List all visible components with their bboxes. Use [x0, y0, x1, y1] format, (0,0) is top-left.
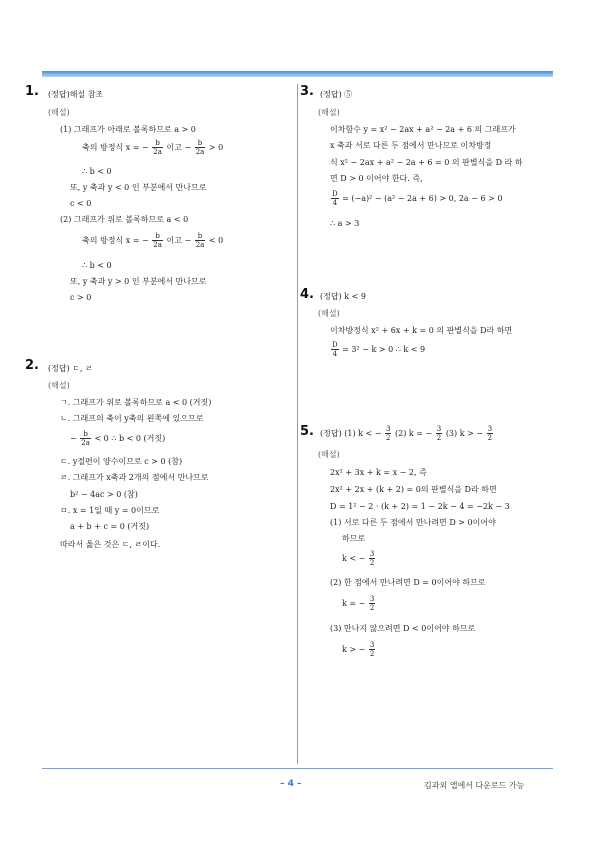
q5-solution-label: (해설) — [318, 450, 340, 459]
q5-line2: 2x² + 2x + (k + 2) = 0의 판별식을 D라 하면 — [330, 485, 497, 494]
q2-conclusion: 따라서 옳은 것은 ㄷ, ㄹ이다. — [60, 540, 161, 549]
q3-solution-label: (해설) — [318, 108, 340, 117]
footer-rule — [42, 768, 553, 769]
column-divider — [297, 84, 298, 764]
q2-item-c: ㄷ. y절편이 양수이므로 c > 0 (참) — [60, 457, 183, 466]
q3-line3: 식 x² − 2ax + a² − 2a + 6 = 0 의 판별식을 D 라 하 — [330, 158, 523, 167]
q1-solution-label: (해설) — [48, 108, 70, 117]
q1-case2-therefore: ∴ b < 0 — [82, 261, 112, 270]
page-number: – 4 – — [280, 779, 302, 789]
q4-answer: (정답) k < 9 — [320, 292, 366, 301]
q1-case1-therefore: ∴ b < 0 — [82, 167, 112, 176]
q2-item-b: ㄴ. 그래프의 축이 y축의 왼쪽에 있으므로 — [60, 414, 204, 423]
q3-answer: (정답) ⑤ — [320, 90, 353, 99]
q5-case3: (3) 만나지 않으려면 D < 0이어야 하므로 — [330, 624, 476, 633]
question-number-4: 4. — [300, 287, 314, 302]
q3-line2: x 축과 서로 다른 두 점에서 만나므로 이차방정 — [330, 141, 492, 150]
q1-case1-c: c < 0 — [70, 199, 92, 208]
question-number-5: 5. — [300, 424, 314, 439]
question-number-1: 1. — [25, 84, 39, 99]
question-number-3: 3. — [300, 84, 314, 99]
q3-line1: 이차함수 y = x² − 2ax + a² − 2a + 6 의 그래프가 — [330, 125, 516, 134]
q5-line1: 2x² + 3x + k = x − 2, 즉 — [330, 468, 427, 477]
q4-discriminant: $\frac{D}{4}$ = 3² − k > 0 ∴ k < 9 — [332, 341, 426, 358]
q2-item-e: ㅁ. x = 1일 때 y = 0이므로 — [60, 506, 160, 515]
q1-case1-yaxis: 또, y 축과 y < 0 인 부분에서 만나므로 — [70, 183, 207, 192]
q1-case2-c: c > 0 — [70, 293, 92, 302]
q2-item-a: ㄱ. 그래프가 위로 볼록하므로 a < 0 (거짓) — [60, 398, 212, 407]
footer-note: 김과외 앱에서 다운로드 가능 — [424, 781, 525, 790]
q5-case3-result: k > − $\frac{3}{2}$ — [342, 641, 375, 658]
q2-answer: (정답) ㄷ, ㄹ — [48, 364, 93, 373]
header-bar — [42, 71, 553, 77]
q2-item-e-math: a + b + c = 0 (거짓) — [70, 522, 150, 531]
q5-case2: (2) 한 점에서 만나려면 D = 0이어야 하므로 — [330, 578, 486, 587]
q2-item-d-math: b² − 4ac > 0 (참) — [70, 490, 138, 499]
q4-solution-label: (해설) — [318, 309, 340, 318]
q3-discriminant: $\frac{D}{4}$ = (−a)² − (a² − 2a + 6) > 0, 2a − 6 > 0 — [332, 190, 503, 207]
q4-line1: 이차방정식 x² + 6x + k = 0 의 판별식을 D라 하면 — [330, 326, 513, 335]
q3-line4: 면 D > 0 이어야 한다. 즉, — [330, 174, 423, 183]
q1-case2: (2) 그래프가 위로 볼록하므로 a < 0 — [60, 215, 189, 224]
q5-answer: (정답) (1) k < − $\frac{3}{2}$ (2) k = − $\frac{3}{2}$ (3) k > − $\frac{3}{2}$ — [320, 425, 493, 442]
q3-result: ∴ a > 3 — [330, 219, 360, 228]
q1-case1: (1) 그래프가 아래로 볼록하므로 a > 0 — [60, 125, 196, 134]
question-number-2: 2. — [25, 358, 39, 373]
q1-case2-axis: 축의 방정식 x = − $\frac{b}{2a}$ 이고 − $\frac{b}{2a}$ < 0 — [82, 232, 224, 249]
q2-solution-label: (해설) — [48, 381, 70, 390]
q1-case2-yaxis: 또, y 축과 y > 0 인 부분에서 만나므로 — [70, 277, 207, 286]
q5-line3: D = 1² − 2 · (k + 2) = 1 − 2k − 4 = −2k − 3 — [330, 502, 510, 511]
q1-answer: (정답)해설 참조 — [48, 90, 104, 99]
q5-case1-result: k < − $\frac{3}{2}$ — [342, 550, 375, 567]
q2-item-b-math: − $\frac{b}{2a}$ < 0 ∴ b < 0 (거짓) — [70, 430, 166, 447]
q5-case2-result: k = − $\frac{3}{2}$ — [342, 595, 375, 612]
q5-case1: (1) 서로 다른 두 점에서 만나려면 D > 0이어야 — [330, 518, 496, 527]
q2-item-d: ㄹ. 그래프가 x축과 2개의 점에서 만나므로 — [60, 473, 209, 482]
q1-case1-axis: 축의 방정식 x = − $\frac{b}{2a}$ 이고 − $\frac{b}{2a}$ > 0 — [82, 139, 224, 156]
q5-case1-cont: 하므로 — [342, 534, 366, 543]
